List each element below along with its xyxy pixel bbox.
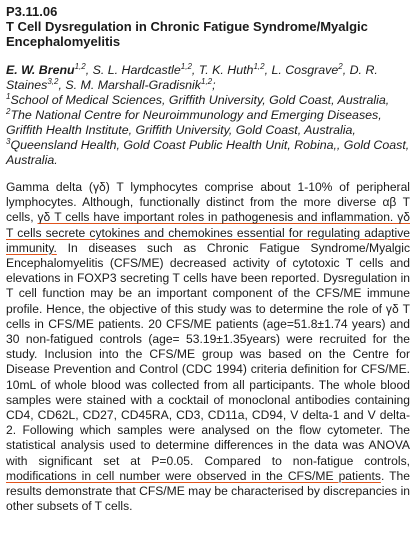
highlighted-text: γδ T cells have important roles in pathogenesis and inflammation. γδ T cells secrete cytokines and chemokines essential for regulating adaptive immunity.	[6, 210, 410, 255]
paper-title: T Cell Dysregulation in Chronic Fatigue Syndrome/Myalgic Encephalomyelitis	[6, 19, 368, 49]
author-affil-sup: 1,2	[253, 61, 265, 71]
affil-sup: 1	[6, 91, 11, 101]
author-affil-sup: 2	[338, 61, 343, 71]
highlighted-text: modifications in cell number were observed in the CFS/ME patients	[6, 468, 381, 483]
affiliations	[6, 93, 410, 168]
author-name: L. Cosgrave	[271, 63, 339, 77]
abstract-body: Gamma delta (γδ) T lymphocytes comprise about 1-10% of peripheral lymphocytes. Although, functionally distinct from the more diverse αβ T cells, γδ T cells have important roles in pathogenesis and inflammation. γδ T cells secrete cytokines and chemokines essential for regulating adaptive immunity. In diseases such as Chronic Fatigue Syndrome/Myalgic Encephalomyelitis (CFS/ME) decreased activity of cytotoxic T cells and elevations in FOXP3 secreting T cells have been reported. Dysregulation in T cell function may be an important component of the CFS/ME immune profile. Hence, the objective of this study was to determine the role of γδ T cells in CFS/ME patients. 20 CFS/ME patients (age=51.8±1.74 years) and 30 non-fatigued controls (age= 53.19±1.35years) were recruited for the study. Inclusion into the CFS/ME group was based on the Centre for Disease Prevention and Control (CDC 1994) criteria definition for CFS/ME. 10mL of whole blood was collected from all participants. The whole blood samples were stained with a cocktail of monoclonal antibodies containing CD4, CD62L, CD27, CD45RA, CD3, CD11a, CD94, V delta-1 and V delta-2. Following which samples were analysed on the flow cytometer. The statistical analysis used to determine differences in the data was ANOVA with significant set at P=0.05. Compared to non-fatigue controls, modifications in cell number were observed in the CFS/ME patients. The results demonstrate that CFS/ME may be characterised by discrepancies in other subsets of T cells.	[6, 180, 410, 514]
author-affil-sup: 1,2	[201, 76, 213, 86]
affiliation: Queensland Health, Gold Coast Public Health Unit, Robina,, Gold Coast, Australia.	[6, 138, 410, 167]
author-affil-sup: 3,2	[47, 76, 59, 86]
author-name: D. R. Staines	[6, 63, 378, 92]
abstract-page	[6, 4, 410, 514]
affiliation: The National Centre for Neuroimmunology and Emerging Diseases, Griffith Health Institute, Griffith University, Gold Coast, Australia,	[6, 108, 382, 137]
affil-sup: 3	[6, 136, 11, 146]
author-name: S. M. Marshall-Gradisnik	[65, 78, 201, 92]
abstract-code: P3.11.06	[6, 4, 58, 19]
affil-sup: 2	[6, 106, 11, 116]
author-name: S. L. Hardcastle	[92, 63, 181, 77]
author-name: E. W. Brenu	[6, 63, 75, 77]
author-affil-sup: 1,2	[180, 61, 192, 71]
author-list: E. W. Brenu$^{1,2}$, S. L. Hardcastle$^{1,2}$, T. K. Huth$^{1,2}$, L. Cosgrave$^2$, D. R. Staines$^{3,2}$, S. M. Marshall-Gradisnik$^{1,2}$;	[6, 61, 378, 92]
author-affil-sup: 1,2	[74, 61, 86, 71]
affiliation: School of Medical Sciences, Griffith University, Gold Coast, Australia,	[10, 93, 390, 107]
author-name: T. K. Huth	[198, 63, 254, 77]
